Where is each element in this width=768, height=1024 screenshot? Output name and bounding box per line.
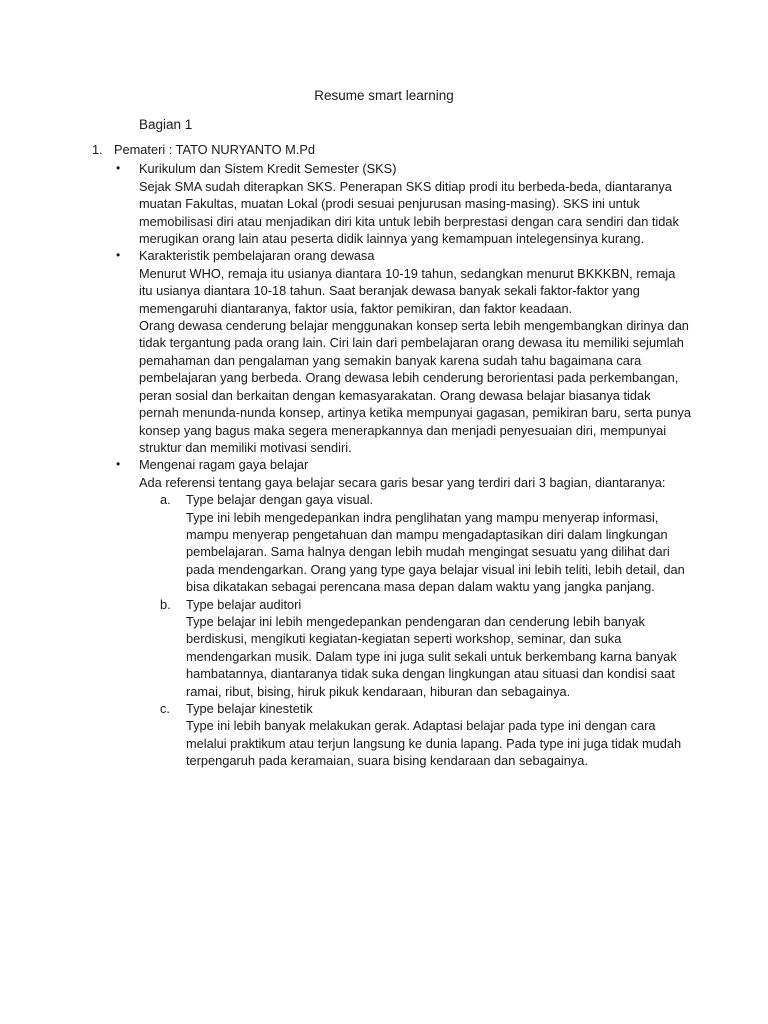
bullet-item-karakteristik — [92, 247, 692, 456]
item-letter: b. — [160, 596, 171, 612]
lettered-heading: Type belajar auditori — [186, 596, 302, 612]
lettered-item-visual — [139, 491, 692, 595]
bullet-paragraph: Menurut WHO, remaja itu usianya diantara 10-19 tahun, sedangkan menurut BKKKBN, remaja itu usianya diantara 10-18 tahun. Saat beranjak dewasa banyak sekali faktor-faktor yang memengaruhi diantaranya, faktor usia, faktor pemikiran, dan faktor keadaan. — [139, 265, 676, 316]
document-content — [92, 141, 692, 770]
bullet-icon: • — [116, 457, 121, 472]
bullet-paragraph: Orang dewasa cenderung belajar menggunakan konsep serta lebih mengembangkan dirinya dan tidak tergantung pada orang lain. Ciri lain dari pembelajaran orang dewasa itu memiliki sejumlah pemahaman dan pengalaman yang semakin banyak karena sudah tahu bagaimana cara pembelajaran yang berbeda. Orang dewasa lebih cenderung berorientasi pada perkembangan, peran sosial dan berkaitan dengan kemasyarakatan. Orang dewasa belajar biasanya tidak pernah menunda-nunda konsep, artinya ketika mempunyai gagasan, pemikiran baru, serta punya konsep yang bagus maka segera menerapkannya dan menjadi penyesuaian diri, mempunyai struktur dan memiliki motivasi sendiri. — [139, 318, 692, 455]
lettered-heading: Type belajar kinestetik — [186, 701, 313, 716]
bullet-paragraph: Ada referensi tentang gaya belajar secara garis besar yang terdiri dari 3 bagian, diantaranya: — [139, 474, 666, 490]
bullet-icon: • — [116, 248, 121, 263]
lettered-text: Type belajar ini lebih mengedepankan pendengaran dan cenderung lebih banyak berdiskusi, mengikuti kegiatan-kegiatan seperti workshop, seminar, dan suka mendengarkan musik. Dalam type ini juga sulit sekali untuk berkembang karna banyak hambatannya, diantaranya tidak suka dengan lingkungan atau situasi dan kondisi saat ramai, ribut, bising, hiruk pikuk kendaraan, hiburan dan sebagainya. — [186, 613, 677, 699]
lettered-item-kinestetik — [139, 700, 692, 770]
lettered-heading: Type belajar dengan gaya visual. — [186, 492, 374, 508]
bullet-heading: Kurikulum dan Sistem Kredit Semester (SKS) — [139, 161, 397, 177]
document-title: Resume smart learning — [314, 88, 454, 103]
pemateri-line: Pemateri : TATO NURYANTO M.Pd — [114, 142, 316, 157]
bullet-item-kurikulum — [92, 160, 692, 247]
lettered-item-auditori — [139, 596, 692, 700]
section-label: Bagian 1 — [139, 117, 193, 132]
lettered-text: Type ini lebih banyak melakukan gerak. Adaptasi belajar pada type ini dengan cara melalui praktikum atau terjun langsung ke dunia lapang. Pada type ini juga tidak mudah terpengaruh pada keramaian, suara bising kendaraan dan sebagainya. — [186, 718, 682, 769]
item-letter: a. — [160, 492, 171, 508]
bullet-item-gaya-belajar — [92, 456, 692, 769]
bullet-heading: Mengenai ragam gaya belajar — [139, 457, 309, 473]
lettered-text: Type ini lebih mengedepankan indra penglihatan yang mampu menyerap informasi, mampu menyerap pengetahuan dan mampu mengadaptasikan diri dalam lingkungan pembelajaran. Sama halnya dengan lebih mudah mengingat sesuatu yang dilihat dari pada mendengarkan. Orang yang type gaya belajar visual ini lebih teliti, lebih detail, dan bisa dikatakan sebagai perencana masa depan dalam waktu yang jangka panjang. — [186, 509, 685, 595]
lettered-list — [139, 491, 692, 770]
numbered-item — [92, 141, 692, 158]
item-number: 1. — [92, 142, 103, 157]
item-letter: c. — [160, 701, 170, 716]
bullet-paragraph: Sejak SMA sudah diterapkan SKS. Penerapan SKS ditiap prodi itu berbeda-beda, diantaranya muatan Fakultas, muatan Lokal (prodi sesuai penjurusan masing-masing). SKS ini untuk memobilisasi diri atau menjadikan diri kita untuk lebih berprestasi dengan cara sendiri dan tidak merugikan orang lain atau peserta didik lainnya yang kemampuan intelegensinya kurang. — [139, 178, 679, 247]
bullet-heading: Karakteristik pembelajaran orang dewasa — [139, 248, 375, 264]
bullet-icon: • — [116, 161, 121, 176]
